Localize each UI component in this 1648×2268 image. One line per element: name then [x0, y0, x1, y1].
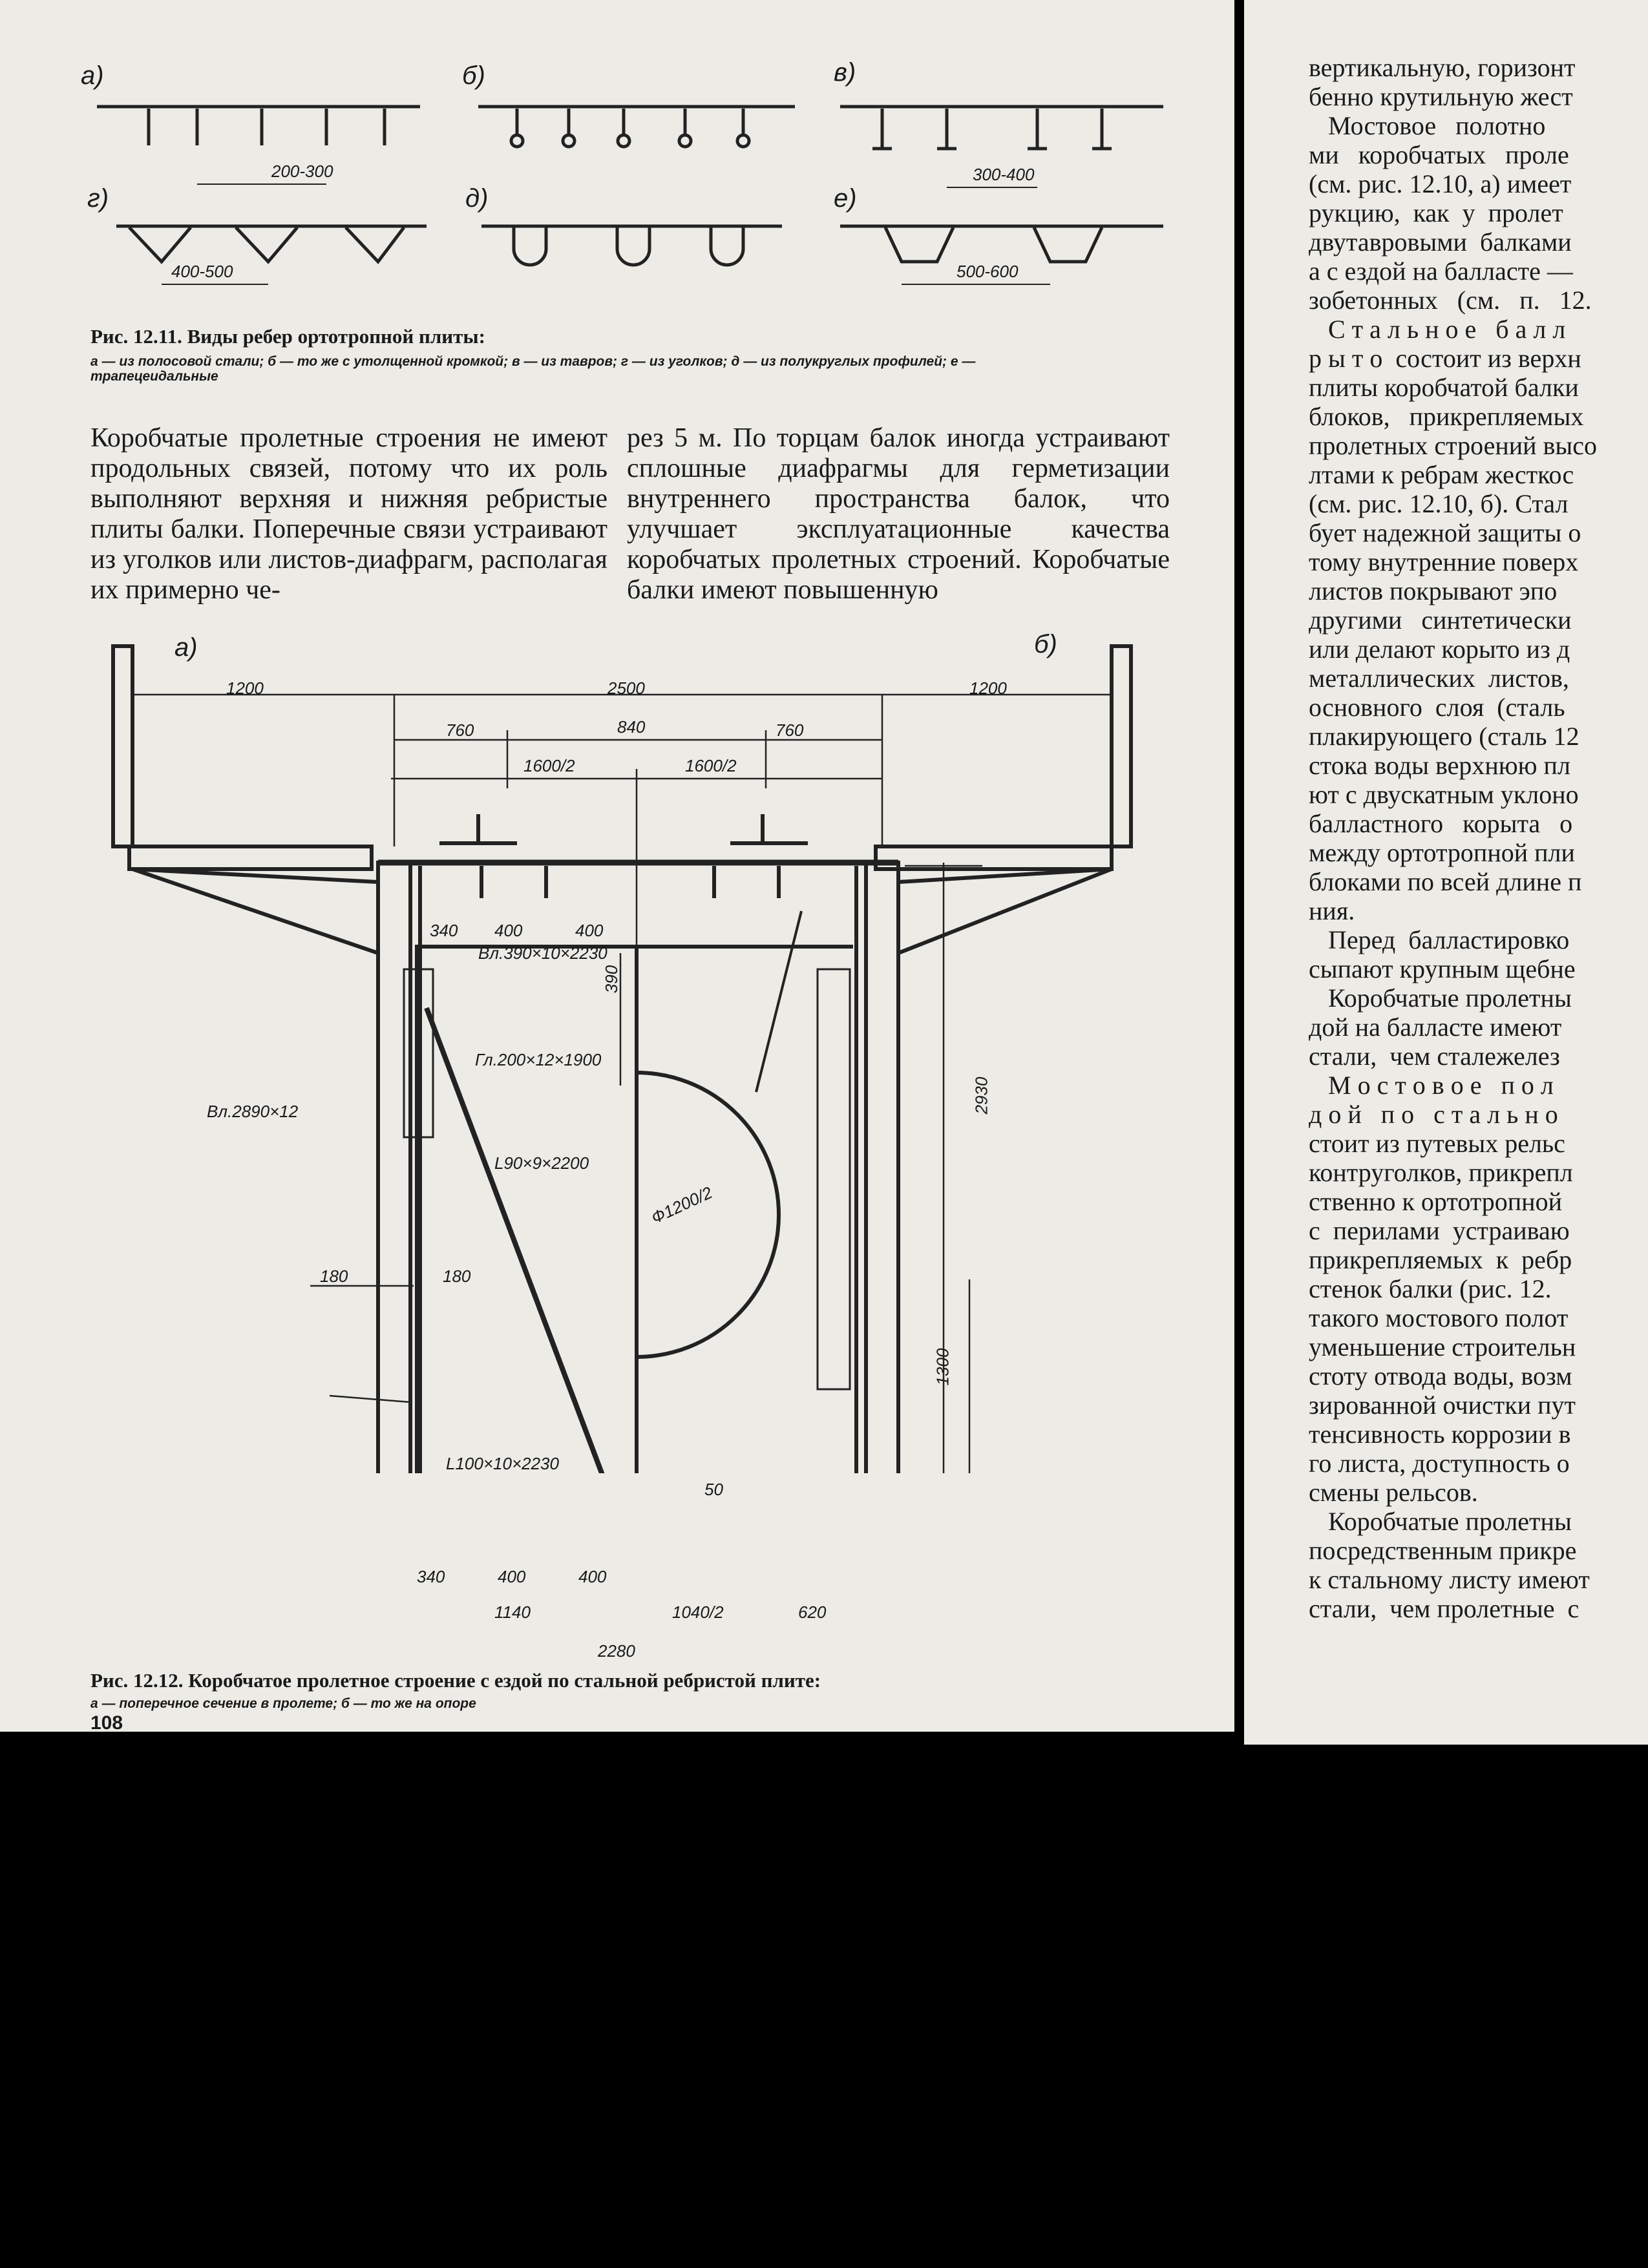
right-page-line: рукцию, как у пролет — [1309, 198, 1563, 227]
dim-390: 390 — [602, 965, 622, 994]
dim-500-600: 500-600 — [956, 262, 1019, 281]
right-page-line: стоит из путевых рельс — [1309, 1129, 1565, 1158]
right-page-line: металлических листов, — [1309, 664, 1569, 693]
dim-bottom-1040: 1040/2 — [672, 1602, 724, 1622]
fig-12-11-legend: а — из полосовой стали; б — то же с утолщенной кромкой; в — из тавров; г — из уголков; д — из полукруглых профилей; е — трапецеидальные — [90, 354, 976, 384]
right-page-line: блоками по всей длине п — [1309, 867, 1582, 896]
right-page-line: ют с двускатным уклоно — [1309, 780, 1579, 809]
dim-bottom-340: 340 — [417, 1567, 445, 1586]
fig-12-12-legend: а — поперечное сечение в пролете; б — то же на опоре — [90, 1696, 476, 1711]
dim-top-1200-right: 1200 — [969, 678, 1007, 698]
right-page — [1244, 0, 1648, 1745]
right-page-line: Перед балластировко — [1309, 925, 1570, 954]
right-page-line: двутавровыми балками — [1309, 227, 1572, 257]
dim-bottom-2280: 2280 — [598, 1641, 635, 1661]
dim-bottom-620: 620 — [798, 1602, 827, 1622]
right-page-line: стали, чем сталежелез — [1309, 1042, 1560, 1071]
right-page-line: (см. рис. 12.10, б). Стал — [1309, 489, 1569, 518]
right-page-line: сыпают крупным щебне — [1309, 954, 1576, 983]
dim-top-2500: 2500 — [607, 678, 645, 698]
right-page-line: М о с т о в о е п о л — [1309, 1071, 1554, 1100]
right-page-line: бует надежной защиты о — [1309, 518, 1581, 547]
right-page-line: между ортотропной пли — [1309, 838, 1575, 867]
dim-bottom-1140: 1140 — [494, 1602, 531, 1622]
right-page-line: плакирующего (сталь 12 — [1309, 722, 1579, 751]
right-page-line: тому внутренние поверх — [1309, 547, 1579, 576]
right-page-line: уменьшение строительн — [1309, 1332, 1576, 1361]
dim-180-left: 180 — [320, 1266, 348, 1286]
dim-rib-400-b: 400 — [575, 921, 604, 940]
right-page-line: зированной очистки пут — [1309, 1391, 1576, 1420]
dim-1300: 1300 — [933, 1348, 953, 1386]
right-page-line: балластного корыта о — [1309, 809, 1573, 838]
fig1-label-b: б) — [462, 61, 485, 90]
dim-top-1200-left: 1200 — [226, 678, 264, 698]
right-page-line: Мостовое полотно — [1309, 111, 1546, 140]
right-page-line: тенсивность коррозии в — [1309, 1420, 1571, 1449]
right-page-line: прикрепляемых к ребр — [1309, 1245, 1572, 1274]
right-page-line: листов покрывают эпо — [1309, 576, 1558, 605]
right-page-line: го листа, доступность о — [1309, 1449, 1570, 1478]
dim-top-760-right: 760 — [776, 720, 804, 740]
right-page-line: смены рельсов. — [1309, 1478, 1478, 1507]
right-page-line: стоту отвода воды, возм — [1309, 1361, 1572, 1391]
dim-rail-1600-right: 1600/2 — [685, 756, 737, 775]
dim-300-400: 300-400 — [973, 165, 1035, 184]
right-page-line: а с ездой на балласте — — [1309, 257, 1573, 286]
right-page-line: д о й п о с т а л ь н о — [1309, 1100, 1558, 1129]
label-l100: L100×10×2230 — [446, 1454, 559, 1473]
right-page-line: С т а л ь н о е б а л л — [1309, 315, 1566, 344]
label-vl-390: Вл.390×10×2230 — [478, 943, 607, 963]
right-page-line: контруголков, прикрепл — [1309, 1158, 1573, 1187]
right-page-line: Коробчатые пролетны — [1309, 983, 1572, 1013]
right-page-line: или делают корыто из д — [1309, 635, 1570, 664]
fig-12-12-drawing — [0, 620, 1234, 1473]
label-opening-1200: Ф1200/2 — [648, 1182, 715, 1228]
right-page-line: плиты коробчатой балки — [1309, 373, 1579, 402]
right-page-line: ственно к ортотропной — [1309, 1187, 1562, 1216]
right-page-text — [1309, 53, 1597, 1623]
dim-rib-340: 340 — [430, 921, 458, 940]
right-page-line: блоков, прикрепляемых — [1309, 402, 1584, 431]
page-number: 108 — [90, 1712, 123, 1732]
right-page-line: пролетных строений высо — [1309, 431, 1598, 460]
fig-12-12-caption: Рис. 12.12. Коробчатое пролетное строение с ездой по стальной ребристой плите: — [90, 1669, 821, 1692]
right-page-line: стенок балки (рис. 12. — [1309, 1274, 1552, 1303]
fig2-label-b: б) — [1034, 630, 1057, 658]
label-gl-200: Гл.200×12×1900 — [475, 1050, 602, 1069]
right-page-line: бенно крутильную жест — [1309, 82, 1573, 111]
dim-180-right: 180 — [443, 1266, 471, 1286]
right-page-line: (см. рис. 12.10, а) имеет — [1309, 169, 1572, 198]
right-page-line: вертикальную, горизонт — [1309, 53, 1576, 82]
fig1-label-v: в) — [834, 58, 856, 87]
dim-50: 50 — [704, 1480, 723, 1499]
right-page-line: основного слоя (сталь — [1309, 693, 1565, 722]
right-page-line: к стальному листу имеют — [1309, 1565, 1590, 1594]
right-page-line: такого мостового полот — [1309, 1303, 1569, 1332]
dim-2930: 2930 — [971, 1076, 991, 1115]
text-column-right: рез 5 м. По торцам балок иногда устраивают сплошные диафрагмы для герметизации внутреннего пространства балок, что улучшает эксплуатационные качества коробчатых пролетных строений. Коробчатые балки имеют повышенную — [627, 423, 1170, 605]
right-page-line: ми коробчатых проле — [1309, 140, 1569, 169]
right-page-line: дой на балласте имеют — [1309, 1013, 1562, 1042]
fig2-label-a: а) — [174, 633, 198, 662]
fig1-label-a: а) — [81, 61, 104, 90]
label-l90: L90×9×2200 — [494, 1153, 589, 1173]
right-page-line: стали, чем пролетные с — [1309, 1594, 1579, 1623]
right-page-line: зобетонных (см. п. 12. — [1309, 286, 1592, 315]
dim-bottom-400-a: 400 — [498, 1567, 526, 1586]
dim-rib-400-a: 400 — [494, 921, 523, 940]
right-page-line: другими синтетически — [1309, 605, 1572, 635]
right-page-line: лтами к ребрам жесткос — [1309, 460, 1574, 489]
fig1-label-e: е) — [834, 184, 857, 213]
dim-top-840: 840 — [617, 717, 646, 737]
right-page-line: Коробчатые пролетны — [1309, 1507, 1572, 1536]
dim-bottom-400-b: 400 — [578, 1567, 607, 1586]
right-page-line: стока воды верхнюю пл — [1309, 751, 1570, 780]
dim-400-500: 400-500 — [171, 262, 233, 281]
dim-top-760-left: 760 — [446, 720, 474, 740]
fig-12-11-caption: Рис. 12.11. Виды ребер ортотропной плиты: — [90, 325, 485, 348]
right-page-line: ния. — [1309, 896, 1355, 925]
dim-rail-1600-left: 1600/2 — [523, 756, 575, 775]
right-page-line: р ы т о состоит из верхн — [1309, 344, 1581, 373]
fig1-label-d: д) — [465, 184, 489, 213]
fig1-label-g: г) — [87, 184, 109, 213]
label-vl-2890: Вл.2890×12 — [207, 1102, 299, 1121]
text-column-left: Коробчатые пролетные строения не имеют продольных связей, потому что их роль выполняют верхняя и нижняя ребристые плиты балки. Поперечные связи устраивают из уголков или листов-диафрагм, располагая их примерно че- — [90, 423, 607, 605]
dim-200-300: 200-300 — [271, 162, 333, 181]
right-page-line: с перилами устраиваю — [1309, 1216, 1570, 1245]
right-page-line: посредственным прикре — [1309, 1536, 1577, 1565]
